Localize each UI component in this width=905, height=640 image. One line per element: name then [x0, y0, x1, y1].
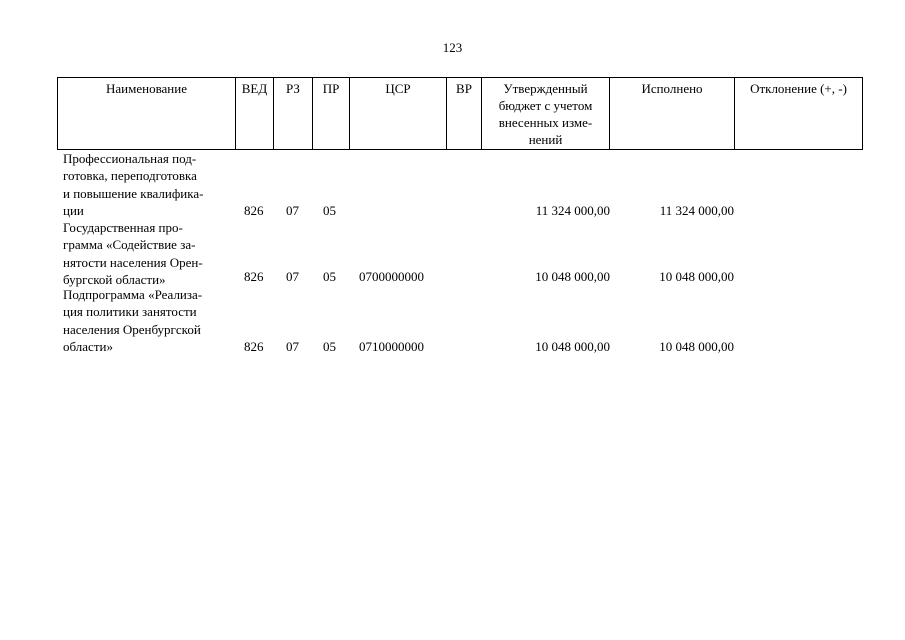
header-csr: ЦСР [350, 78, 447, 150]
row-approved: 11 324 000,00 [535, 203, 610, 218]
header-ved: ВЕД [236, 78, 274, 150]
row-csr: 0710000000 [359, 339, 424, 354]
row-rz: 07 [286, 203, 299, 218]
row-pr: 05 [323, 203, 336, 218]
header-name: Наименование [58, 78, 236, 150]
row-ved: 826 [244, 203, 264, 218]
row-pr: 05 [323, 339, 336, 354]
row-csr: 0700000000 [359, 269, 424, 284]
header-rz: РЗ [274, 78, 313, 150]
row-name: Профессиональная под- готовка, переподготовка и повышение квалифика- ции [63, 151, 204, 219]
header-pr: ПР [313, 78, 350, 150]
row-name: Подпрограмма «Реализа- ция политики занятости населения Оренбургской области» [63, 287, 203, 355]
page-number: 123 [442, 40, 463, 55]
row-executed: 10 048 000,00 [659, 269, 734, 284]
header-vr: ВР [447, 78, 482, 150]
row-approved: 10 048 000,00 [535, 339, 610, 354]
row-rz: 07 [286, 269, 299, 284]
row-approved: 10 048 000,00 [535, 269, 610, 284]
row-rz: 07 [286, 339, 299, 354]
row-ved: 826 [244, 339, 264, 354]
row-name: Государственная про- грамма «Содействие за- нятости населения Орен- бургской области» [63, 220, 203, 288]
row-executed: 11 324 000,00 [659, 203, 734, 218]
row-ved: 826 [244, 269, 264, 284]
header-deviation: Отклонение (+, -) [735, 78, 863, 150]
header-executed: Исполнено [610, 78, 735, 150]
row-executed: 10 048 000,00 [659, 339, 734, 354]
header-approved: Утвержденный бюджет с учетом внесенных изме-нений [482, 78, 610, 150]
table-header [57, 77, 863, 150]
row-pr: 05 [323, 269, 336, 284]
